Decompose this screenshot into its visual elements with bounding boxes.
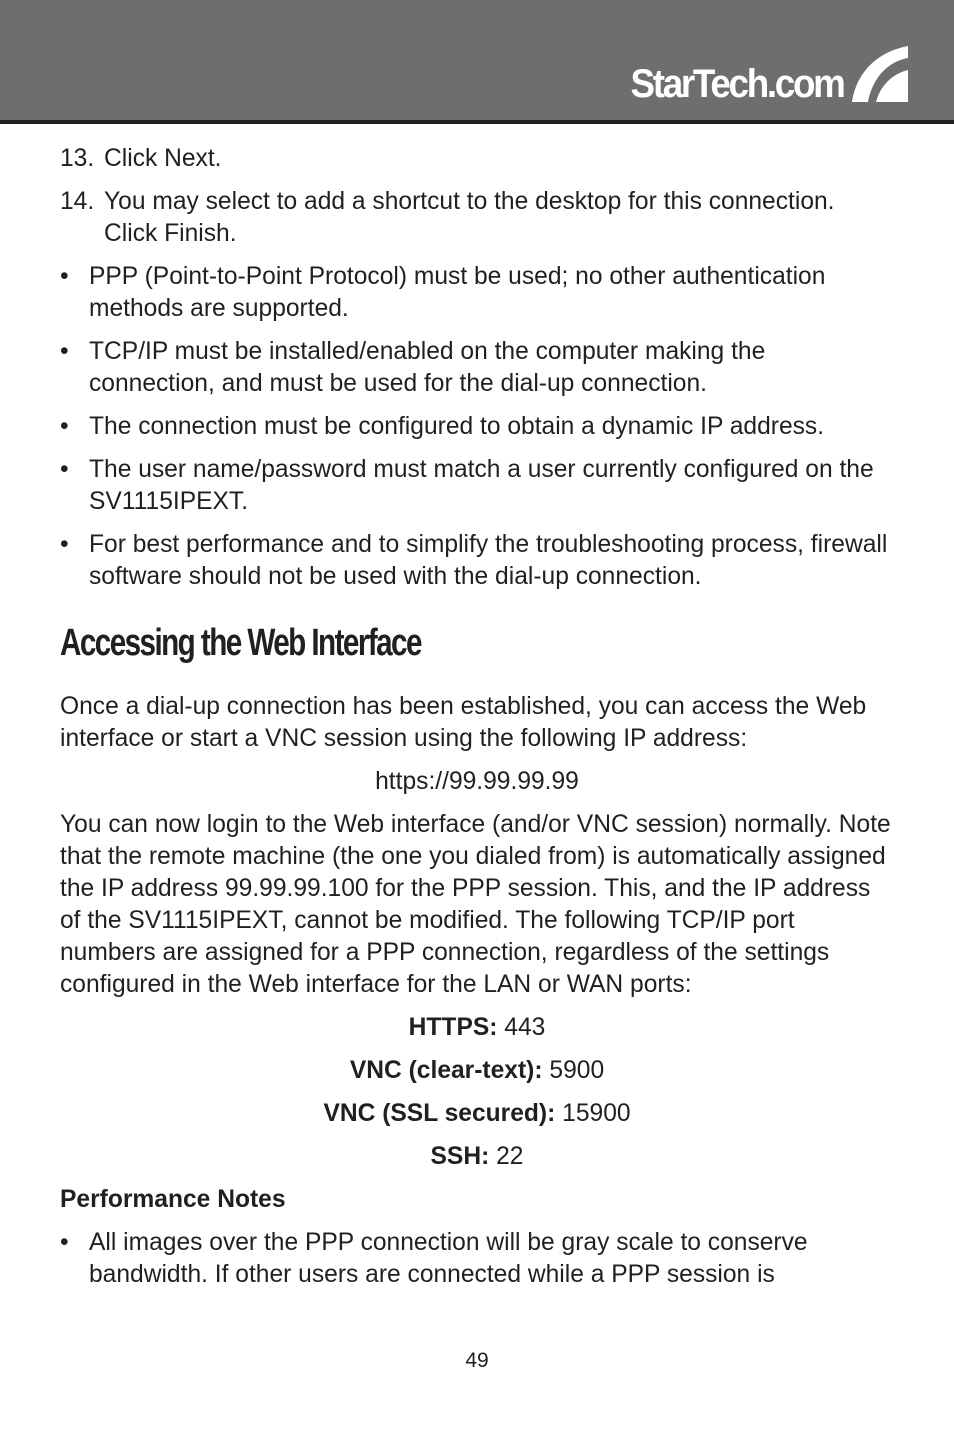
list-item (60, 411, 894, 443)
page-content (60, 143, 894, 1302)
step-13 (60, 143, 894, 175)
step-number: 14. (60, 188, 95, 215)
port-label: VNC (clear-text): (349, 1057, 543, 1084)
port-line-https (60, 1012, 894, 1044)
port-label: VNC (SSL secured): (323, 1100, 556, 1127)
port-label: SSH: (430, 1143, 490, 1170)
page-header (0, 0, 954, 124)
list-item-text: All images over the PPP connection will be gray scale to conserve bandwidth. If other users are connected while a PPP session is (89, 1229, 808, 1288)
bullet-icon: • (60, 1229, 69, 1256)
bullet-icon: • (60, 413, 69, 440)
ip-address: https://99.99.99.99 (375, 768, 579, 795)
port-value: 22 (496, 1143, 524, 1170)
bullet-icon: • (60, 263, 69, 290)
list-item-text: The connection must be configured to obtain a dynamic IP address. (89, 413, 825, 440)
performance-notes-heading: Performance Notes (60, 1186, 286, 1213)
list-item (60, 1227, 894, 1291)
step-text: Click Next. (104, 145, 222, 172)
bullet-icon: • (60, 531, 69, 558)
list-item (60, 336, 894, 400)
step-14 (60, 186, 894, 250)
list-item (60, 529, 894, 593)
step-text: You may select to add a shortcut to the desktop for this connection. Click Finish. (104, 188, 835, 247)
section-intro: Once a dial-up connection has been established, you can access the Web interface or start a VNC session using the following IP address: (60, 693, 867, 752)
list-item (60, 261, 894, 325)
brand-name: StarTech.com (630, 62, 844, 106)
list-item-text: The user name/password must match a user currently configured on the SV1115IPEXT. (89, 456, 874, 515)
port-value: 443 (504, 1014, 546, 1041)
port-label: HTTPS: (408, 1014, 498, 1041)
port-line-vnc-clear (60, 1055, 894, 1087)
page-number: 49 (465, 1349, 489, 1372)
list-item-text: For best performance and to simplify the troubleshooting process, firewall software should not be used with the dial-up connection. (89, 531, 888, 590)
port-line-vnc-ssl (60, 1098, 894, 1130)
startech-logo (612, 44, 910, 104)
list-item (60, 454, 894, 518)
port-line-ssh (60, 1141, 894, 1173)
list-item-text: PPP (Point-to-Point Protocol) must be used; no other authentication methods are supported. (89, 263, 826, 322)
logo-swoosh-icon (846, 44, 910, 104)
bullet-icon: • (60, 456, 69, 483)
bullet-icon: • (60, 338, 69, 365)
section-body: You can now login to the Web interface (and/or VNC session) normally. Note that the remote machine (the one you dialed from) is automatically assigned the IP address 99.99.99.100 for the PPP session. This, and the IP address of the SV1115IPEXT, cannot be modified. The following TCP/IP port numbers are assigned for a PPP connection, regardless of the settings configured in the Web interface for the LAN or WAN ports: (60, 811, 891, 998)
port-value: 5900 (549, 1057, 605, 1084)
step-number: 13. (60, 145, 95, 172)
list-item-text: TCP/IP must be installed/enabled on the computer making the connection, and must be used for the dial-up connection. (89, 338, 766, 397)
section-title: Accessing the Web Interface (60, 622, 421, 664)
port-value: 15900 (562, 1100, 631, 1127)
